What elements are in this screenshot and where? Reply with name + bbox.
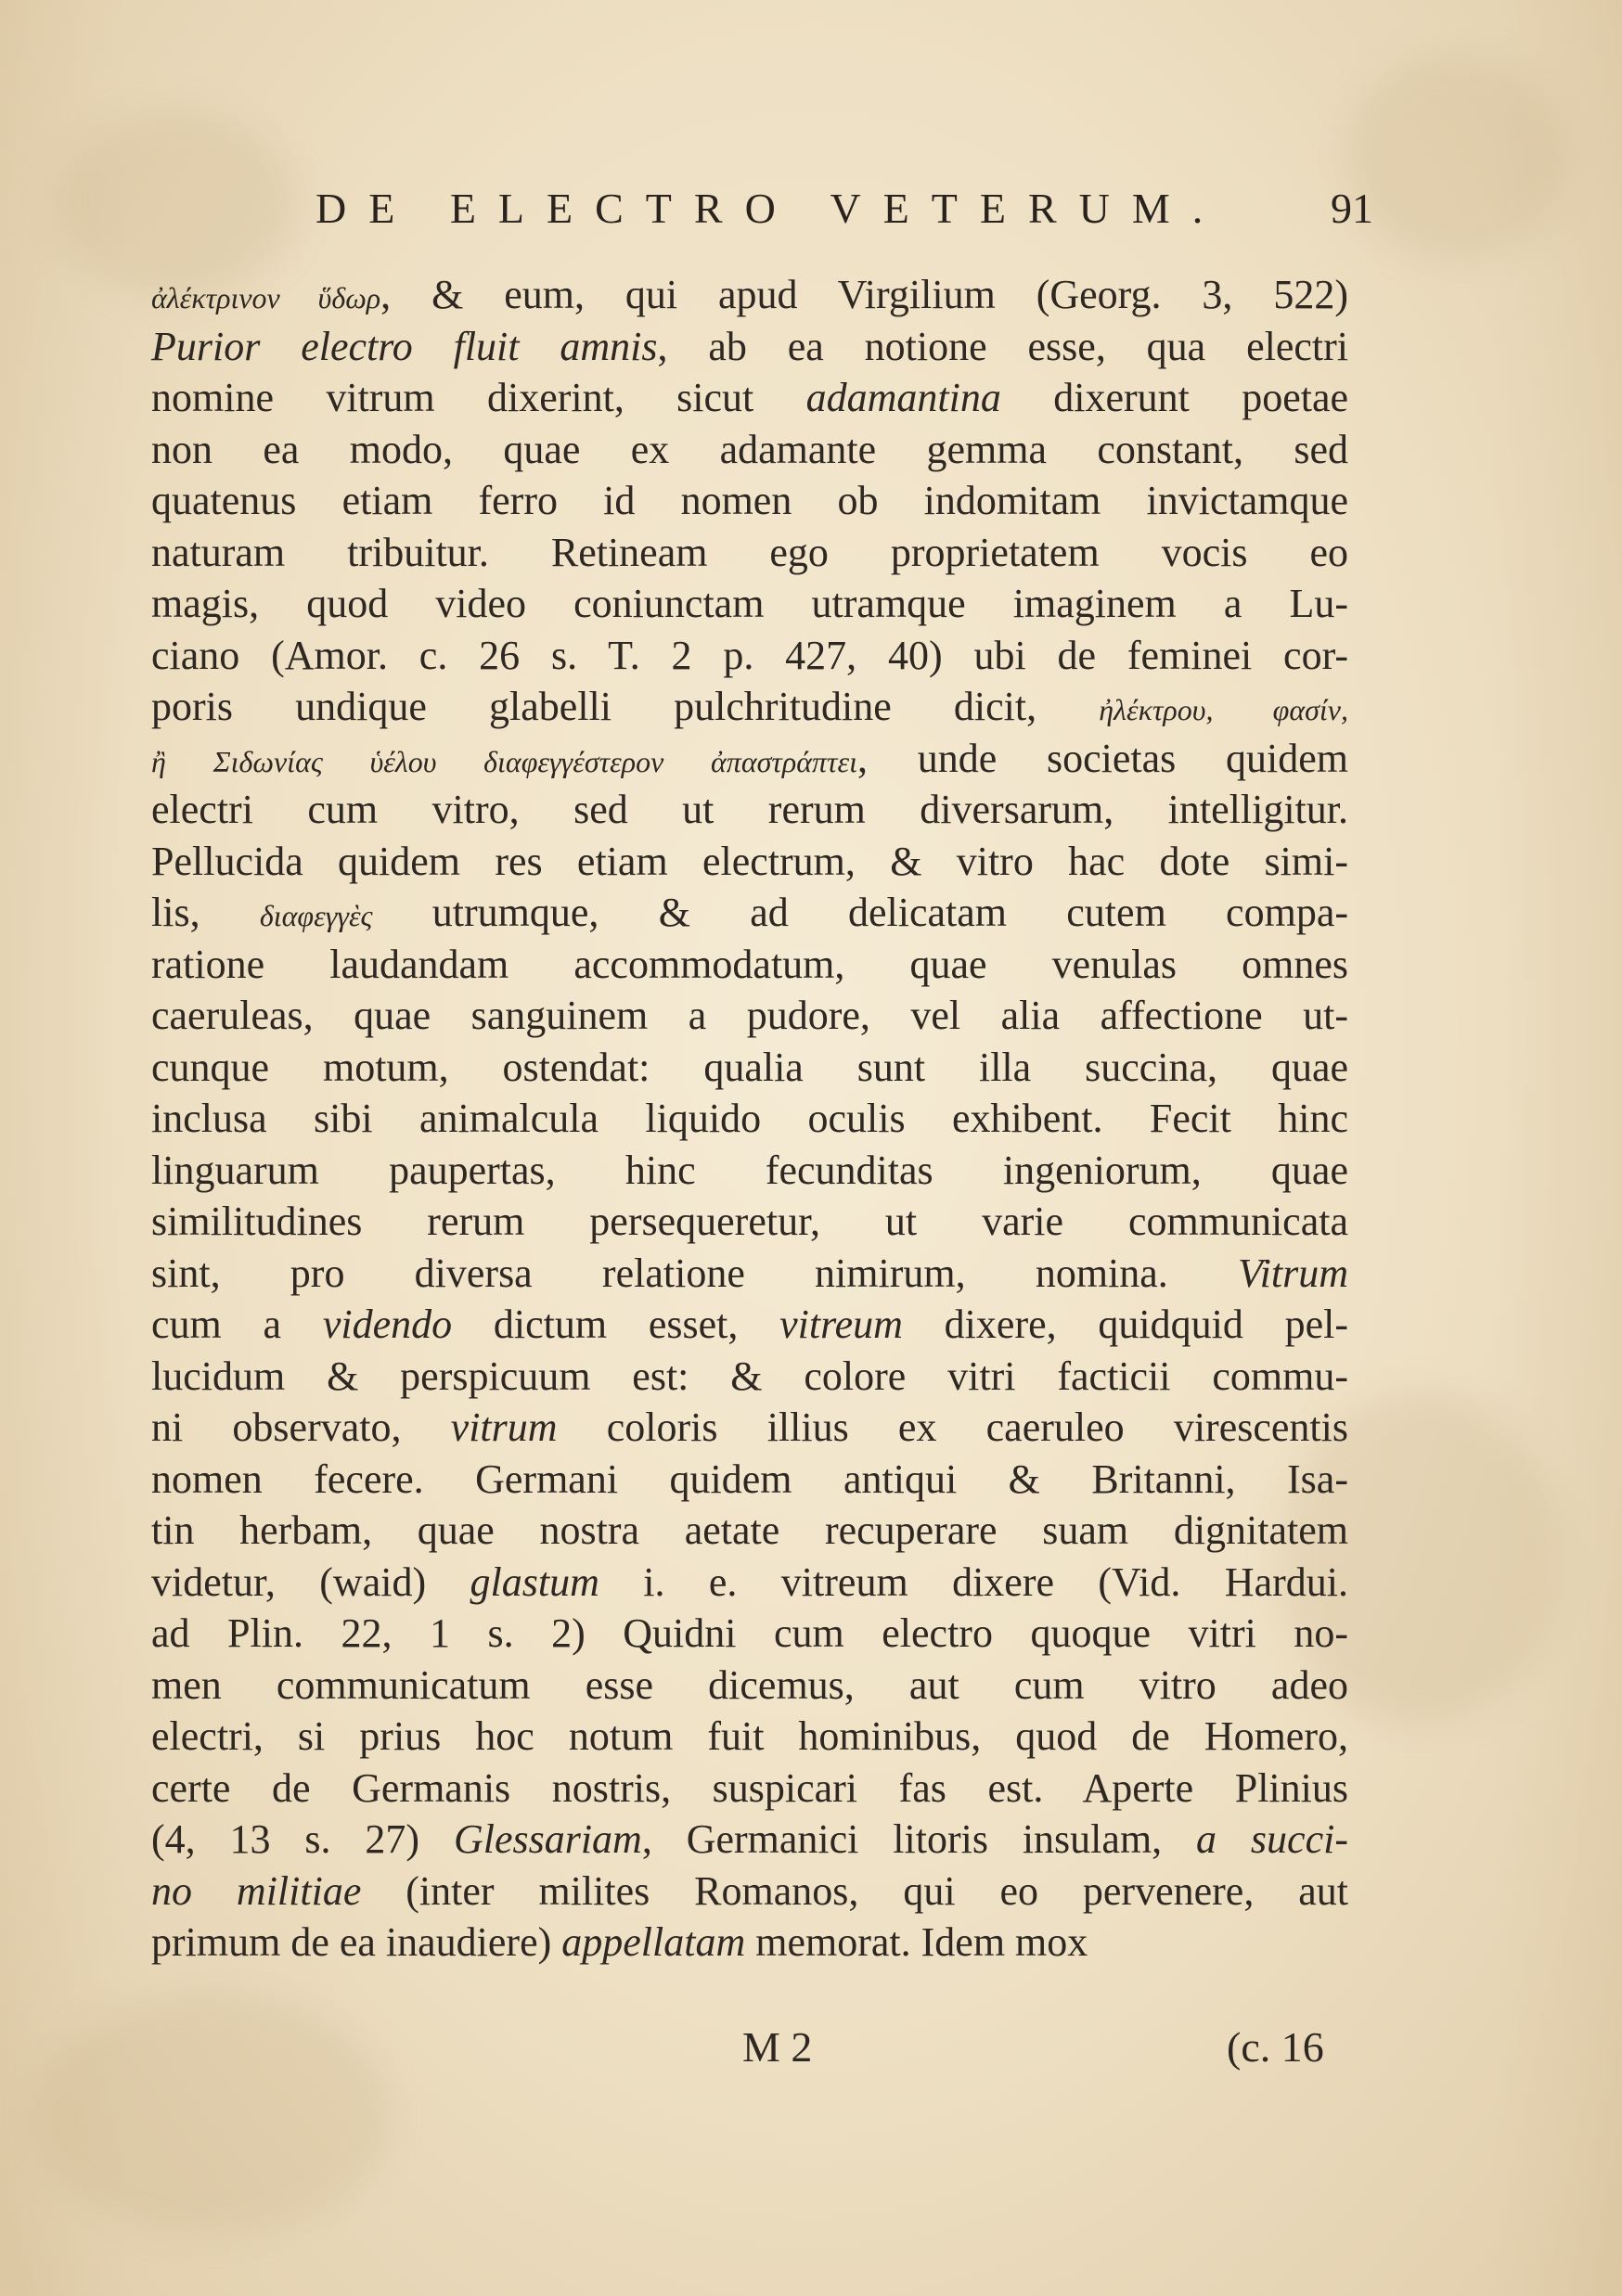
text-run: memorat. Idem mox: [745, 1919, 1088, 1965]
paper-stain: [1345, 56, 1568, 260]
text-line: [151, 1557, 1348, 1609]
text-run: ad Plin. 22, 1 s. 2) Quidni cum electro quoque vitri no-: [151, 1610, 1348, 1656]
text-line: [151, 1814, 1348, 1866]
text-line: [151, 1351, 1348, 1403]
text-line: [151, 939, 1348, 991]
text-line: [151, 630, 1348, 682]
text-line: [151, 1763, 1348, 1815]
italic-text: appellatam: [561, 1919, 746, 1965]
text-run: , Germanici litoris insulam,: [641, 1816, 1197, 1862]
italic-text: vitreum: [779, 1302, 903, 1347]
text-line: [151, 475, 1348, 527]
italic-text: vitrum: [450, 1405, 558, 1450]
text-line: [151, 1866, 1348, 1918]
text-run: utrumque, & ad delicatam cutem compa-: [372, 890, 1348, 935]
signature-mark: M 2: [742, 2023, 813, 2071]
text-line: [151, 990, 1348, 1042]
text-run: similitudines rerum persequeretur, ut varie communicata: [151, 1199, 1348, 1244]
text-run: naturam tribuitur. Retineam ego proprietatem vocis eo: [151, 529, 1348, 575]
text-run: electri cum vitro, sed ut rerum diversarum, intelligitur.: [151, 787, 1348, 832]
greek-text: διαφεγγὲς: [259, 899, 373, 932]
italic-text: adamantina: [805, 375, 1001, 420]
text-run: linguarum paupertas, hinc fecunditas ingeniorum, quae: [151, 1147, 1348, 1193]
text-run: caeruleas, quae sanguinem a pudore, vel alia affectione ut-: [151, 993, 1348, 1038]
italic-text: a succi-: [1196, 1816, 1348, 1862]
text-line: [151, 1093, 1348, 1145]
text-run: non ea modo, quae ex adamante gemma constant, sed: [151, 426, 1348, 472]
text-line: [151, 1454, 1348, 1506]
text-line: [151, 269, 1348, 321]
italic-text: Purior electro fluit amnis: [151, 323, 658, 369]
text-run: (4, 13 s. 27): [151, 1816, 454, 1862]
text-run: cum a: [151, 1302, 323, 1347]
text-line: [151, 1917, 1348, 1969]
text-run: lis,: [151, 890, 260, 935]
text-line: [151, 1196, 1348, 1248]
italic-text: videndo: [322, 1302, 453, 1347]
text-line: [151, 1042, 1348, 1094]
text-run: quatenus etiam ferro id nomen ob indomitam invictamque: [151, 478, 1348, 523]
paper-stain: [37, 1995, 390, 2236]
text-run: inclusa sibi animalcula liquido oculis exhibent. Fecit hinc: [151, 1096, 1348, 1141]
text-line: [151, 1402, 1348, 1454]
text-run: Pellucida quidem res etiam electrum, & vitro hac dote simi-: [151, 838, 1348, 884]
text-run: , & eum, qui apud Virgilium (Georg. 3, 522): [380, 272, 1348, 317]
text-run: men communicatum esse dicemus, aut cum vitro adeo: [151, 1661, 1348, 1708]
text-run: tin herbam, quae nostra aetate recuperare suam dignitatem: [151, 1507, 1348, 1553]
page-number: 91: [1331, 185, 1373, 232]
text-line: [151, 1711, 1348, 1763]
text-run: cunque motum, ostendat: qualia sunt illa succina, quae: [151, 1044, 1348, 1090]
text-run: nomine vitrum dixerint, sicut: [151, 375, 806, 420]
text-line: [151, 681, 1348, 733]
running-title: DE ELECTRO VETERUM.: [315, 185, 1226, 232]
text-run: primum de ea inaudiere): [151, 1919, 562, 1965]
text-run: dictum esset,: [452, 1302, 780, 1347]
text-run: certe de Germanis nostris, suspicari fas est. Aperte Plinius: [151, 1764, 1348, 1811]
text-line: [151, 1505, 1348, 1557]
text-run: lucidum & perspicuum est: & colore vitri facticii commu-: [151, 1353, 1348, 1399]
text-line: [151, 372, 1348, 424]
text-line: [151, 887, 1348, 939]
text-run: ratione laudandam accommodatum, quae venulas omnes: [151, 941, 1348, 987]
italic-text: Glessariam: [453, 1816, 642, 1862]
catchword: (c. 16: [1227, 2023, 1324, 2071]
running-head: [315, 184, 1373, 249]
text-run: videtur, (waid): [151, 1558, 470, 1605]
text-run: i. e. vitreum dixere (Vid. Hardui.: [599, 1558, 1348, 1605]
text-run: dixerunt poetae: [1000, 375, 1349, 420]
text-run: dixere, quidquid pel-: [902, 1302, 1348, 1347]
body-text: [151, 269, 1348, 1969]
italic-text: no militiae: [151, 1867, 362, 1914]
text-run: ciano (Amor. c. 26 s. T. 2 p. 427, 40) ubi de feminei cor-: [151, 632, 1348, 678]
text-run: sint, pro diversa relatione nimirum, nomina.: [151, 1250, 1239, 1296]
text-line: [151, 1248, 1348, 1300]
italic-text: Vitrum: [1238, 1250, 1348, 1296]
text-run: magis, quod video coniunctam utramque imaginem a Lu-: [151, 581, 1348, 626]
text-run: ni observato,: [151, 1405, 451, 1450]
text-run: , ab ea notione esse, qua electri: [657, 323, 1348, 369]
text-line: [151, 836, 1348, 888]
text-line: [151, 424, 1348, 476]
text-line: [151, 1608, 1348, 1660]
text-line: [151, 321, 1348, 373]
greek-text: ἀλέκτρινον ὕδωρ: [151, 281, 381, 314]
text-line: [151, 1299, 1348, 1351]
text-line: [151, 733, 1348, 785]
text-line: [151, 784, 1348, 836]
text-line: [151, 527, 1348, 579]
text-run: poris undique glabelli pulchritudine dicit,: [151, 684, 1100, 729]
italic-text: glastum: [470, 1558, 599, 1605]
text-run: coloris illius ex caeruleo virescentis: [557, 1405, 1348, 1450]
text-run: nomen fecere. Germani quidem antiqui & Britanni, Isa-: [151, 1456, 1348, 1502]
text-line: [151, 1145, 1348, 1197]
text-run: , unde societas quidem: [857, 735, 1349, 781]
text-line: [151, 1660, 1348, 1712]
text-run: electri, si prius hoc notum fuit hominibus, quod de Homero,: [151, 1713, 1348, 1759]
greek-text: ἢ Σιδωνίας ὑέλου διαφεγγέστερον ἀπαστράπτει: [151, 744, 858, 778]
text-run: (inter milites Romanos, qui eo pervenere, aut: [361, 1867, 1348, 1914]
greek-text: ἠλέκτρου, φασίν,: [1099, 693, 1348, 726]
text-line: [151, 578, 1348, 630]
